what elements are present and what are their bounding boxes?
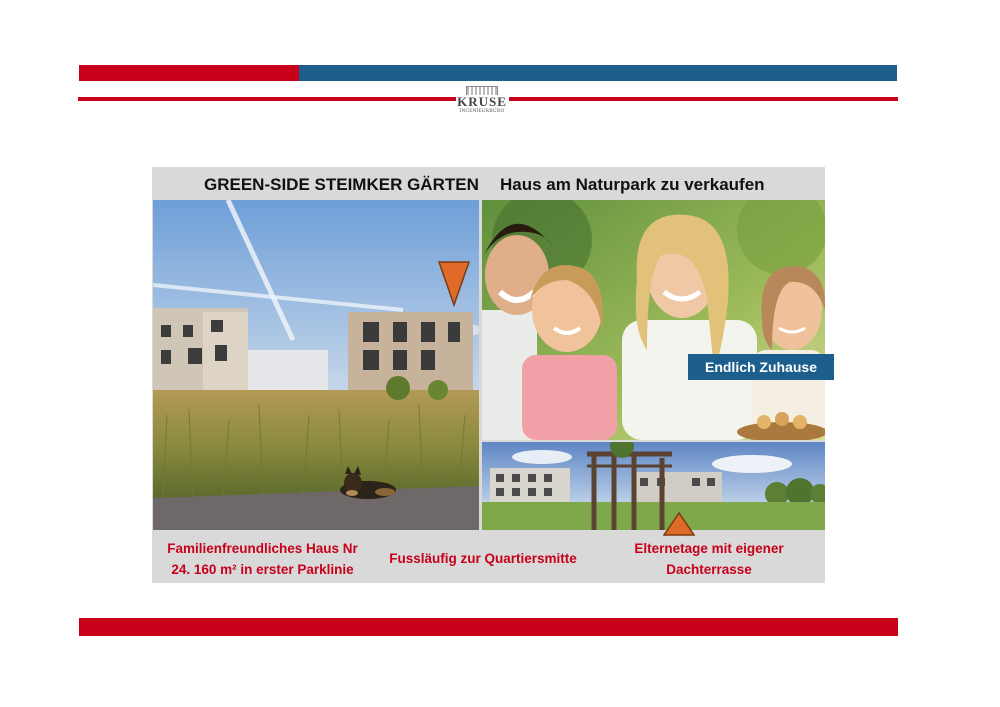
footer-bar-red	[79, 618, 898, 636]
caption-location: Fussläufig zur Quartiersmitte	[389, 551, 577, 566]
caption-house-details	[155, 538, 370, 580]
header-rule-right	[509, 97, 898, 101]
photo-quarter-center	[482, 442, 825, 530]
caption-house-line2: 24. 160 m² in erster Parklinie	[171, 562, 354, 577]
orange-marker-up-icon	[663, 512, 695, 536]
orange-marker-down-icon	[438, 261, 470, 307]
caption-parents-floor	[612, 538, 806, 580]
endlich-zuhause-badge: Endlich Zuhause	[688, 354, 834, 380]
caption-parents-line2: Dachterrasse	[666, 562, 752, 577]
company-logo	[455, 86, 509, 122]
photo-family	[482, 200, 825, 440]
photo-houses-meadow	[153, 200, 479, 530]
header-bar-blue	[299, 65, 897, 81]
logo-name: KRUSE	[457, 94, 507, 109]
listing-title: GREEN-SIDE STEIMKER GÄRTEN	[204, 175, 479, 194]
caption-house-line1: Familienfreundliches Haus Nr	[167, 541, 358, 556]
logo-subtitle: INGENIEURBÜRO	[459, 109, 505, 114]
listing-subtitle: Haus am Naturpark zu verkaufen	[500, 175, 765, 194]
header-rule-left	[78, 97, 456, 101]
header-bar-red	[79, 65, 299, 81]
caption-parents-line1: Elternetage mit eigener	[634, 541, 784, 556]
